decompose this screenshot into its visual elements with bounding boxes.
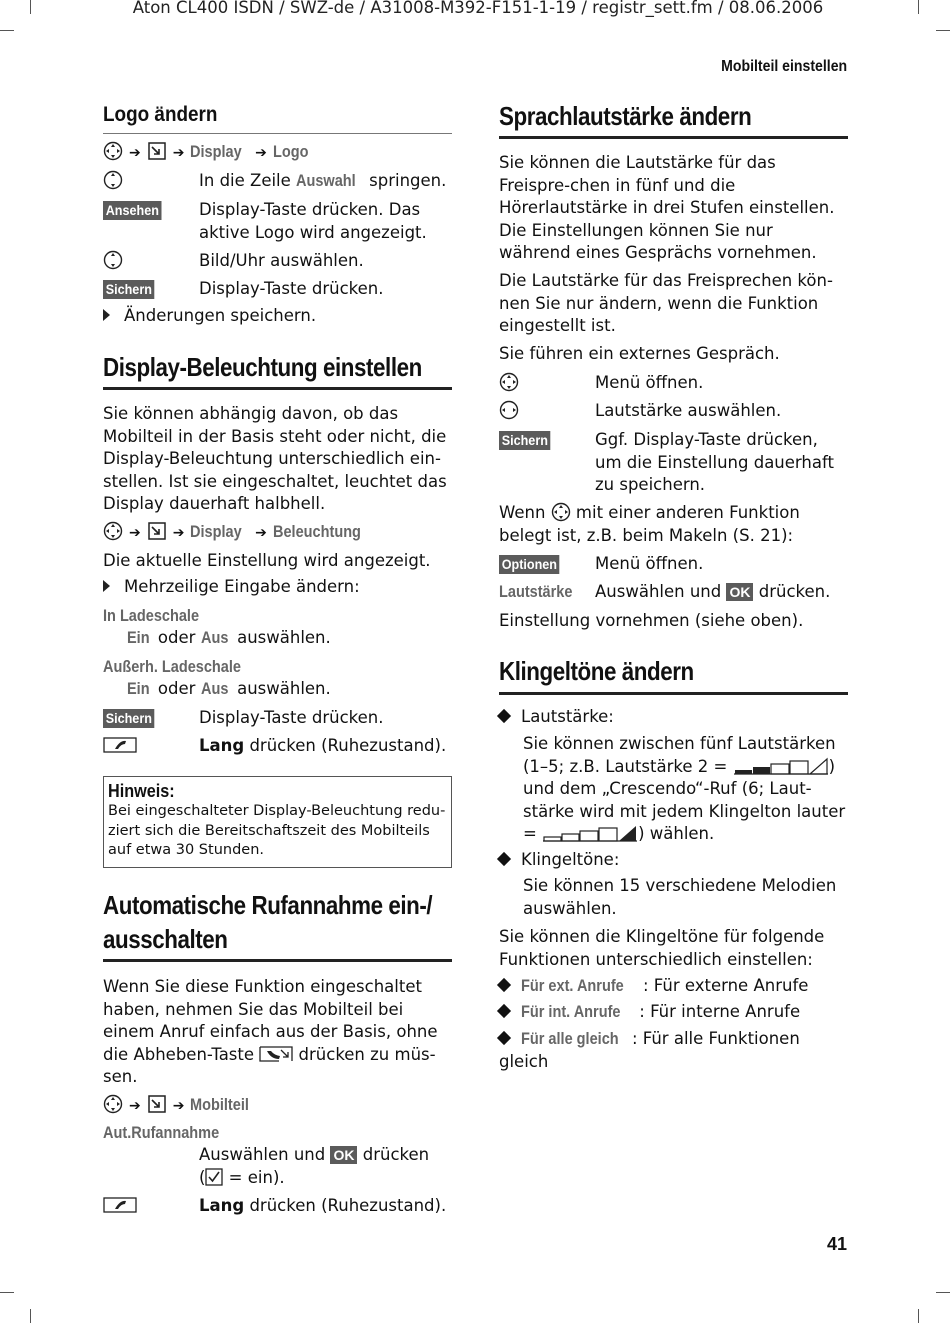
note-title: Hinweis:	[108, 781, 175, 801]
menu-item-int-anrufe: Für int. Anrufe	[521, 1003, 621, 1021]
volume-paragraph-1: Sie können die Lautstärke für das Freispre-chen in fünf und die Hörerlautstärke in drei Stufen einstellen. Die Einstellungen können Sie nur während eines Gesprächs vornehmen.	[499, 153, 835, 262]
crop-mark	[30, 0, 31, 14]
arrow-icon: ➔	[255, 525, 267, 541]
nav-key-icon	[499, 372, 519, 392]
bullet-item: Für int. Anrufe : Für interne Anrufe	[499, 1001, 800, 1024]
backlight-intro: Sie können abhängig davon, ob das Mobilteil in der Basis steht oder nicht, die Display-Beleuchtung unterschiedlich ein-stellen. Ist sie eingeschaltet, leuchtet das Display dauerhaft halbhell.	[103, 404, 447, 513]
option-label-ladeschale: In Ladeschale	[103, 607, 200, 625]
auto-answer-intro: Wenn Sie diese Funktion eingeschaltet haben, nehmen Sie das Mobilteil bei einem Anruf einfach aus der Basis, ohne die Abheben-Taste drücken zu müs-sen.	[103, 977, 438, 1086]
ringtones-paragraph: Sie können die Klingeltöne für folgende Funktionen unterschiedlich einstellen:	[499, 927, 825, 969]
end-call-key-icon	[103, 735, 137, 755]
document-meta-header: Aton CL400 ISDN / SWZ-de / A31008-M392-F151-1-19 / registr_sett.fm / 08.06.2006	[132, 0, 824, 17]
talk-key-icon	[259, 1044, 293, 1064]
volume-level-2-icon	[733, 757, 829, 775]
nav-key-updown-icon	[103, 170, 123, 190]
arrow-icon: ➔	[129, 525, 141, 541]
divider	[103, 133, 452, 134]
step-item: Änderungen speichern.	[103, 305, 316, 328]
bullet-diamond-icon	[497, 852, 511, 866]
end-call-key-icon	[103, 1195, 137, 1215]
option-values: Ein oder Aus auswählen.	[127, 628, 331, 647]
backlight-section-title: Display-Beleuchtung einstellen	[103, 352, 422, 382]
auto-answer-title-line1: Automatische Rufannahme ein-/	[103, 890, 433, 920]
bullet-diamond-icon	[497, 978, 511, 992]
divider	[499, 136, 848, 139]
nav-key-icon	[551, 502, 571, 522]
menu-item-beleuchtung: Beleuchtung	[272, 523, 361, 541]
crop-mark	[30, 1309, 31, 1323]
ringtones-section-title: Klingeltöne ändern	[499, 656, 694, 686]
arrow-icon: ➔	[172, 1098, 185, 1114]
bullet-item: Für alle gleich : Für alle Funktionen gleich	[499, 1028, 848, 1073]
checkbox-checked-icon	[205, 1168, 223, 1186]
menu-item-ext-anrufe: Für ext. Anrufe	[521, 977, 624, 995]
ok-key: OK	[726, 583, 753, 601]
bullet-item: Klingeltöne:	[499, 849, 619, 872]
menu-item-auswahl: Auswahl	[296, 172, 356, 190]
option-label-ausserh-ladeschale: Außerh. Ladeschale	[103, 658, 241, 676]
arrow-icon: ➔	[129, 1098, 141, 1114]
volume-paragraph-3: Sie führen ein externes Gespräch.	[499, 344, 780, 363]
menu-item-logo: Logo	[272, 143, 309, 161]
note-box	[103, 776, 452, 868]
ringtone-melody-text: Sie können 15 verschiedene Melodien auswählen.	[523, 876, 837, 918]
display-key-ansehen: Ansehen	[103, 201, 162, 220]
auto-menu-path	[103, 1094, 257, 1118]
crop-mark	[918, 1309, 919, 1323]
display-key-sichern: Sichern	[499, 431, 551, 450]
volume-paragraph-2: Die Lautstärke für das Freisprechen kön-nen Sie nur ändern, wenn die Funktion eingestellt ist.	[499, 271, 833, 335]
display-key-sichern: Sichern	[103, 709, 155, 728]
crop-mark	[0, 1292, 14, 1293]
arrow-icon: ➔	[129, 145, 141, 161]
arrow-icon: ➔	[172, 525, 185, 541]
divider	[499, 692, 848, 695]
display-key-sichern: Sichern	[103, 280, 155, 299]
nav-key-updown-icon	[103, 250, 123, 270]
bullet-diamond-icon	[497, 709, 511, 723]
bullet-item: Lautstärke:	[499, 706, 614, 729]
running-header: Mobilteil einstellen	[721, 58, 847, 75]
option-values: Ein oder Aus auswählen.	[127, 679, 331, 698]
bullet-diamond-icon	[497, 1031, 511, 1045]
arrow-icon: ➔	[172, 145, 185, 161]
nav-key-icon	[103, 141, 123, 161]
ringtone-volume-text: Sie können zwischen fünf Lautstärken (1–5; z.B. Lautstärke 2 = ) und dem „Crescendo“-Ruf (6; Laut-stärke wird mit jedem Klingelton lauter = ) wählen.	[523, 734, 846, 843]
crop-mark	[918, 0, 919, 14]
logo-menu-path	[103, 141, 313, 165]
crop-mark	[936, 1292, 950, 1293]
menu-item-lautstaerke: Lautstärke	[499, 583, 573, 601]
menu-item-alle-gleich: Für alle gleich	[521, 1030, 619, 1048]
step-item: Mehrzeilige Eingabe ändern:	[103, 576, 360, 599]
menu-item-display: Display	[190, 523, 243, 541]
nav-key-icon	[103, 1094, 123, 1114]
arrow-icon: ➔	[255, 145, 267, 161]
divider	[103, 387, 452, 390]
volume-section-title: Sprachlautstärke ändern	[499, 101, 752, 131]
current-setting-text: Die aktuelle Einstellung wird angezeigt.	[103, 551, 431, 570]
menu-item-display: Display	[190, 143, 243, 161]
crop-mark	[936, 30, 950, 31]
settings-menu-icon	[147, 521, 167, 541]
note-text: Bei eingeschalteter Display-Beleuchtung redu-ziert sich die Bereitschaftszeit des Mobilteils auf etwa 30 Stunden.	[108, 803, 446, 858]
step-triangle-icon	[103, 580, 110, 592]
volume-crescendo-icon	[542, 824, 638, 842]
nav-key-icon	[103, 521, 123, 541]
select-instruction: Auswählen und OK drücken ( = ein).	[199, 1145, 430, 1187]
crop-mark	[0, 30, 14, 31]
bullet-item: Für ext. Anrufe : Für externe Anrufe	[499, 975, 808, 998]
page-number: 41	[826, 1234, 847, 1254]
menu-item-aut-rufannahme: Aut.Rufannahme	[103, 1124, 220, 1142]
nav-key-leftright-icon	[499, 400, 519, 420]
settings-menu-icon	[147, 141, 167, 161]
settings-menu-icon	[147, 1094, 167, 1114]
menu-item-mobilteil: Mobilteil	[190, 1096, 250, 1114]
volume-paragraph-4: Wenn mit einer anderen Funktion belegt ist, z.B. beim Makeln (S. 21):	[499, 503, 800, 545]
volume-paragraph-5: Einstellung vornehmen (siehe oben).	[499, 611, 804, 630]
step-triangle-icon	[103, 309, 110, 321]
backlight-menu-path	[103, 521, 373, 545]
display-key-optionen: Optionen	[499, 555, 560, 574]
divider	[103, 959, 452, 962]
logo-section-title: Logo ändern	[103, 103, 218, 126]
ok-key: OK	[330, 1146, 357, 1164]
bullet-diamond-icon	[497, 1004, 511, 1018]
auto-answer-title-line2: ausschalten	[103, 924, 228, 954]
